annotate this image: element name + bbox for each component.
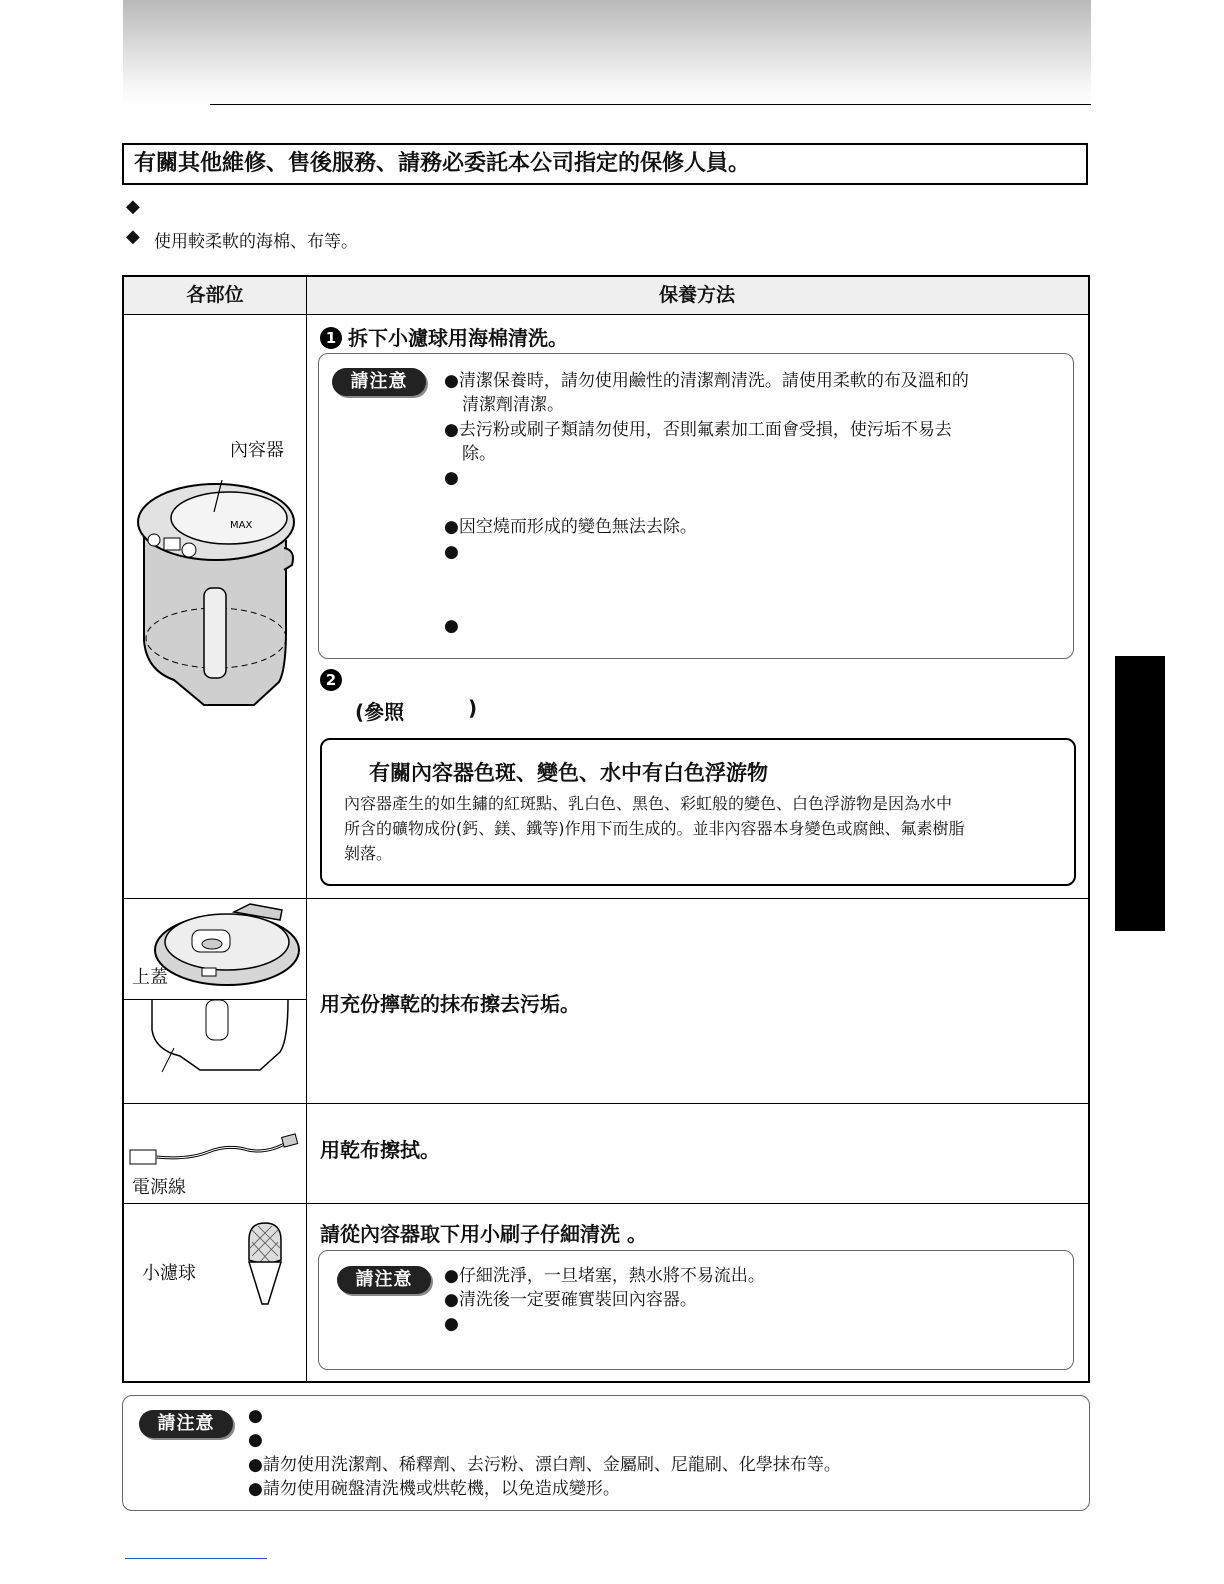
step-2-ref-open: (參照: [355, 700, 405, 724]
inner-caution-badge: 請注意: [332, 368, 426, 396]
inner-caution-box: [318, 353, 1074, 659]
discoloration-info-line-1: 內容器產生的如生鏽的紅斑點、乳白色、黑色、彩虹般的變色、白色浮游物是因為水中: [344, 794, 953, 813]
col-header-part: 各部位: [186, 284, 244, 306]
body-illustration: [140, 1000, 305, 1075]
inner-note-3: ●: [444, 468, 459, 488]
part-label-lid: 上蓋: [132, 967, 168, 988]
discoloration-info-title: 有關內容器色斑、變色、水中有白色浮游物: [369, 761, 768, 785]
inner-note-2-cont: 除。: [462, 444, 496, 464]
filter-care-method: 請從內容器取下用小刷子仔細清洗 。: [320, 1222, 647, 1246]
lid-care-method: 用充份擰乾的抹布擦去污垢。: [320, 992, 580, 1016]
inner-note-4: ●因空燒而形成的變色無法去除。: [444, 517, 697, 537]
discoloration-info-line-3: 剝落。: [344, 844, 393, 863]
part-label-filter: 小濾球: [142, 1263, 196, 1284]
step-2-number: 2: [320, 669, 342, 691]
max-mark: MAX: [230, 520, 253, 531]
filter-ball-illustration: [246, 1220, 284, 1308]
power-cord-illustration: [128, 1132, 306, 1170]
table-col-divider: [306, 277, 307, 1381]
part-label-power-cord: 電源線: [132, 1177, 186, 1198]
bottom-note-1: ●: [248, 1406, 263, 1426]
cord-care-method: 用乾布擦拭。: [320, 1138, 440, 1162]
footer-link-underline[interactable]: [125, 1558, 267, 1559]
filter-note-3: ●: [444, 1314, 459, 1334]
inner-note-1-cont: 清潔劑清潔。: [462, 395, 564, 415]
bottom-note-2: ●: [248, 1430, 263, 1450]
intro-diamond-2: ◆: [126, 226, 140, 247]
intro-diamond-1: ◆: [126, 196, 140, 217]
header-gradient-band: [123, 0, 1091, 106]
step-2-ref-close: ): [468, 696, 478, 720]
step-1: [320, 322, 568, 351]
bottom-note-4: ●請勿使用碗盤清洗機或烘乾機，以免造成變形。: [248, 1479, 620, 1499]
table-rule: [124, 1103, 1088, 1104]
intro-line-soft-sponge: 使用較柔軟的海棉、布等。: [154, 232, 358, 252]
service-notice: 有關其他維修、售後服務、請務必委託本公司指定的保修人員。: [122, 143, 1088, 185]
table-rule: [124, 898, 1088, 899]
inner-note-5: ●: [444, 542, 459, 562]
step-2: [320, 668, 348, 692]
filter-note-2: ●清洗後一定要確實裝回內容器。: [444, 1290, 697, 1310]
filter-caution-badge: 請注意: [337, 1266, 431, 1294]
table-rule: [124, 1203, 1088, 1204]
col-header-method: 保養方法: [658, 284, 735, 306]
step-1-text: 拆下小濾球用海棉清洗。: [348, 326, 568, 350]
inner-container-illustration: [134, 470, 299, 710]
filter-note-1: ●仔細洗淨，一旦堵塞，熱水將不易流出。: [444, 1266, 765, 1286]
step-1-number: 1: [320, 327, 342, 349]
header-rule: [210, 104, 1091, 105]
bottom-caution-badge: 請注意: [139, 1410, 233, 1438]
bottom-note-3: ●請勿使用洗潔劑、稀釋劑、去污粉、漂白劑、金屬刷、尼龍刷、化學抹布等。: [248, 1455, 841, 1475]
inner-note-2: ●去污粉或刷子類請勿使用，否則氟素加工面會受損，使污垢不易去: [444, 420, 952, 440]
section-side-tab: [1115, 656, 1165, 931]
inner-note-1: ●清潔保養時，請勿使用鹼性的清潔劑清洗。請使用柔軟的布及溫和的: [444, 371, 969, 391]
discoloration-info-line-2: 所含的礦物成份(鈣、鎂、鐵等)作用下而生成的。並非內容器本身變色或腐蝕、氟素樹脂: [344, 819, 965, 838]
part-label-inner-container: 內容器: [230, 440, 284, 461]
inner-note-6: ●: [444, 616, 459, 636]
table-rule: [124, 314, 1088, 315]
